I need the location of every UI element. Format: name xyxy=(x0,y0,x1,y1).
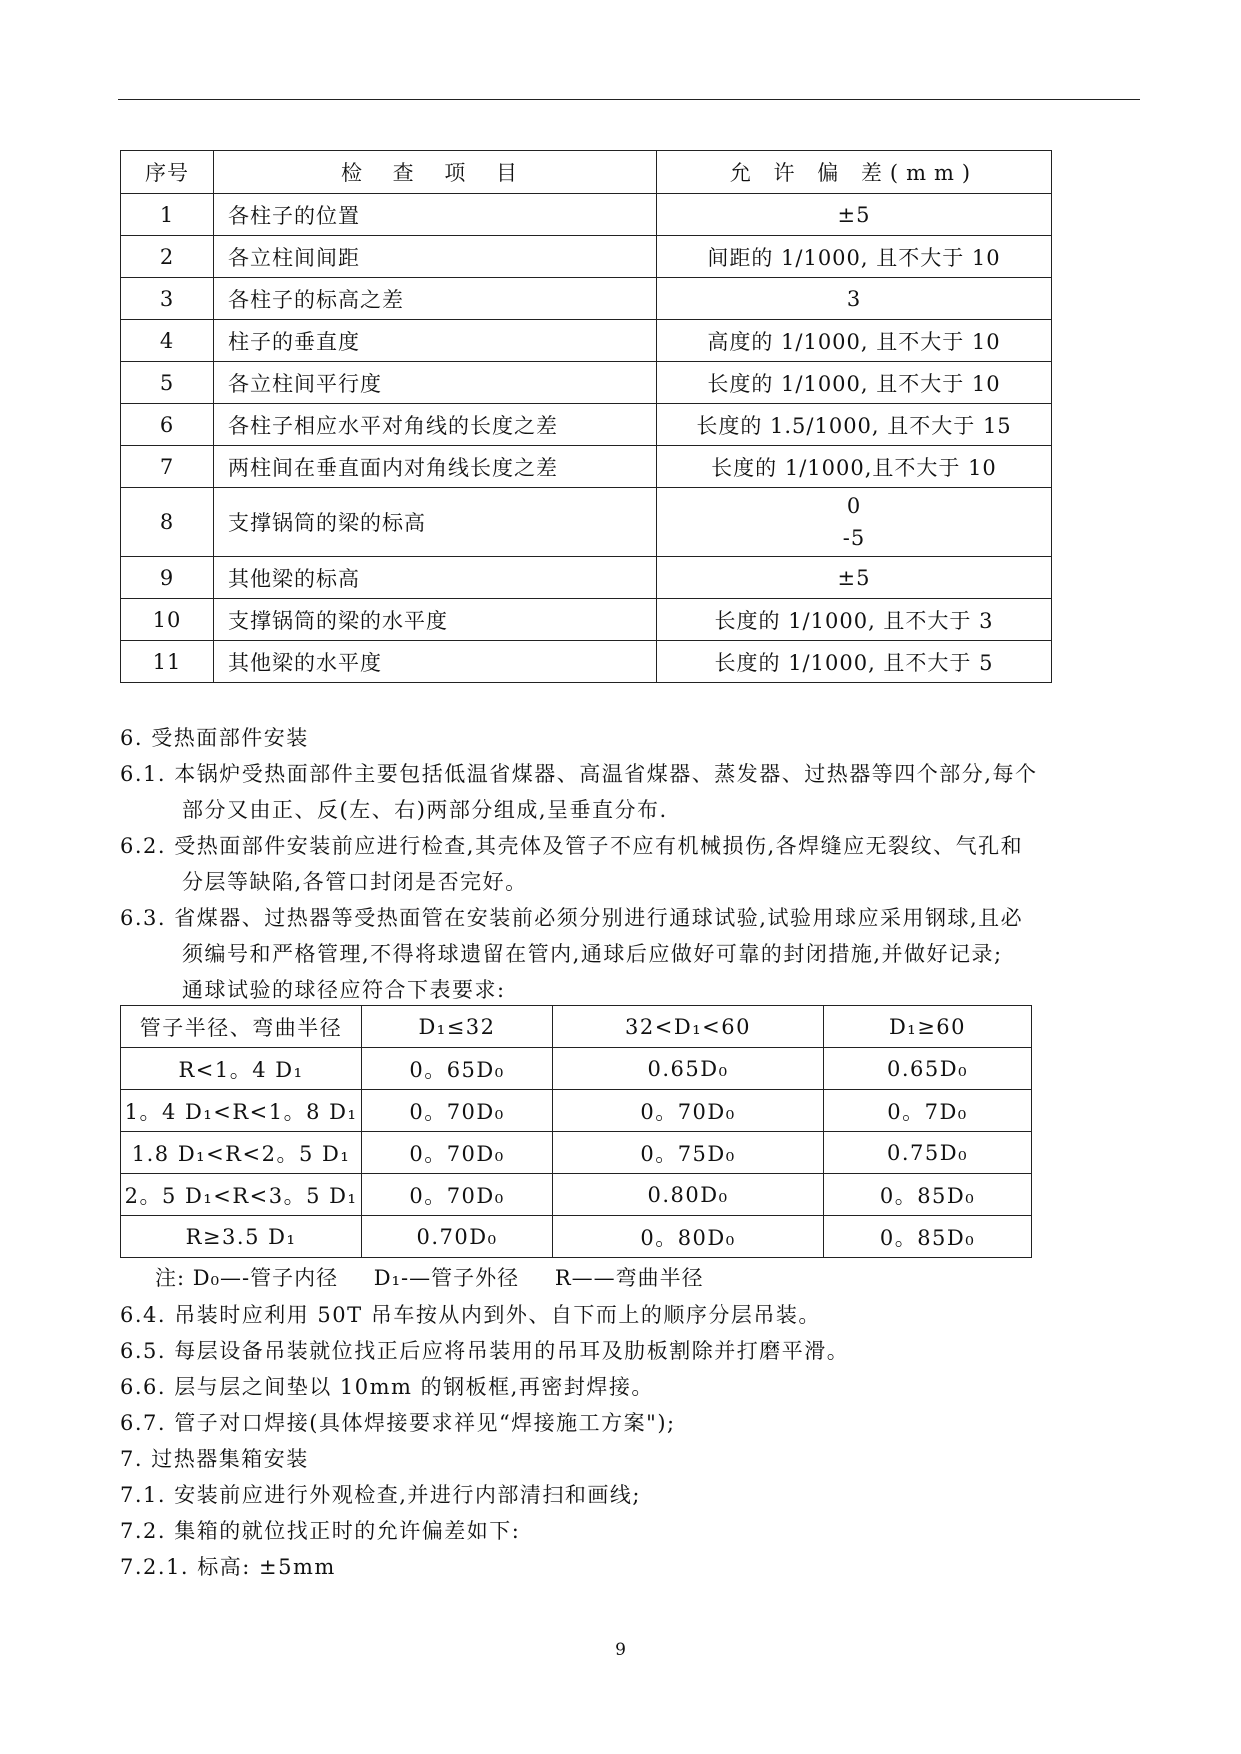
table-cell: 2。5 D₁<R<3。5 D₁ xyxy=(121,1174,362,1216)
row-index: 10 xyxy=(121,599,214,641)
section-7-title: 7. 过热器集箱安装 xyxy=(120,1447,309,1471)
row-item: 各柱子相应水平对角线的长度之差 xyxy=(214,404,657,446)
header-tolerance: 允 许 偏 差(mm) xyxy=(657,151,1052,194)
table-cell: 0。70D₀ xyxy=(362,1174,553,1216)
paragraph-text: 通球试验的球径应符合下表要求: xyxy=(182,978,506,1002)
table-cell: 0。7D₀ xyxy=(824,1090,1032,1132)
row-index: 9 xyxy=(121,557,214,599)
table-header-row xyxy=(121,1006,1032,1048)
table-row xyxy=(121,320,1052,362)
row-tolerance: 3 xyxy=(657,278,1052,320)
table-header-row xyxy=(121,151,1052,194)
note-outer-diameter: D₁-—管子外径 xyxy=(373,1266,520,1290)
table-cell: 0.80D₀ xyxy=(553,1174,824,1216)
note-inner-diameter: 注: D₀—-管子内径 xyxy=(155,1266,339,1290)
row-item: 支撑锅筒的梁的标高 xyxy=(214,488,657,557)
table-cell: 0.65D₀ xyxy=(553,1048,824,1090)
table-cell: 0。70D₀ xyxy=(362,1090,553,1132)
row-tolerance: ±5 xyxy=(657,194,1052,236)
table-row xyxy=(121,404,1052,446)
paragraph-6-3 xyxy=(120,900,1140,1008)
table-row xyxy=(121,194,1052,236)
header-item: 检 查 项 目 xyxy=(214,151,657,194)
paragraph-6-7: 6.7. 管子对口焊接(具体焊接要求祥见“焊接施工方案"); xyxy=(120,1411,676,1435)
row-tolerance: 长度的 1/1000, 且不大于 5 xyxy=(657,641,1052,683)
paragraph-6-5: 6.5. 每层设备吊装就位找正后应将吊装用的吊耳及肋板割除并打磨平滑。 xyxy=(120,1339,850,1363)
table-row xyxy=(121,446,1052,488)
table-cell: 0。80D₀ xyxy=(553,1216,824,1258)
row-index: 11 xyxy=(121,641,214,683)
table-row xyxy=(121,599,1052,641)
table-cell: 0.70D₀ xyxy=(362,1216,553,1258)
table-cell: 1。4 D₁<R<1。8 D₁ xyxy=(121,1090,362,1132)
row-index: 4 xyxy=(121,320,214,362)
ball-diameter-table xyxy=(120,1005,1032,1258)
row-tolerance: 长度的 1/1000,且不大于 10 xyxy=(657,446,1052,488)
table-cell: 0.75D₀ xyxy=(824,1132,1032,1174)
row-index: 6 xyxy=(121,404,214,446)
paragraph-text: 须编号和严格管理,不得将球遗留在管内,通球后应做好可靠的封闭措施,并做好记录; xyxy=(182,942,1003,966)
row-item: 各柱子的标高之差 xyxy=(214,278,657,320)
row-item: 柱子的垂直度 xyxy=(214,320,657,362)
table-cell: 0。70D₀ xyxy=(362,1132,553,1174)
paragraph-7-1: 7.1. 安装前应进行外观检查,并进行内部清扫和画线; xyxy=(120,1483,641,1507)
table-cell: 0。70D₀ xyxy=(553,1090,824,1132)
table-row xyxy=(121,1048,1032,1090)
paragraph-text: 本锅炉受热面部件主要包括低温省煤器、高温省煤器、蒸发器、过热器等四个部分,每个 xyxy=(174,762,1038,786)
table-row xyxy=(121,1132,1032,1174)
row-item: 各柱子的位置 xyxy=(214,194,657,236)
header-d1-le-32: D₁≤32 xyxy=(362,1006,553,1048)
row-item: 其他梁的水平度 xyxy=(214,641,657,683)
row-index: 7 xyxy=(121,446,214,488)
table-cell: 0。85D₀ xyxy=(824,1174,1032,1216)
paragraph-number: 6.1. xyxy=(120,762,167,786)
table-row xyxy=(121,278,1052,320)
row-index: 3 xyxy=(121,278,214,320)
paragraph-7-2-1: 7.2.1. 标高: ±5mm xyxy=(120,1555,336,1579)
tolerance-upper: 0 xyxy=(846,494,862,518)
row-index: 5 xyxy=(121,362,214,404)
paragraph-7-2: 7.2. 集箱的就位找正时的允许偏差如下: xyxy=(120,1519,521,1543)
row-item: 两柱间在垂直面内对角线长度之差 xyxy=(214,446,657,488)
page-number: 9 xyxy=(615,1640,626,1660)
header-d1-between: 32<D₁<60 xyxy=(553,1006,824,1048)
paragraph-6-4: 6.4. 吊装时应利用 50T 吊车按从内到外、自下而上的顺序分层吊装。 xyxy=(120,1303,821,1327)
table-cell: 0。85D₀ xyxy=(824,1216,1032,1258)
row-item: 各立柱间平行度 xyxy=(214,362,657,404)
table-cell: 1.8 D₁<R<2。5 D₁ xyxy=(121,1132,362,1174)
paragraph-6-2 xyxy=(120,828,1140,900)
header-radius: 管子半径、弯曲半径 xyxy=(121,1006,362,1048)
table-row xyxy=(121,1216,1032,1258)
row-tolerance: 长度的 1/1000, 且不大于 3 xyxy=(657,599,1052,641)
row-tolerance: 高度的 1/1000, 且不大于 10 xyxy=(657,320,1052,362)
table-row xyxy=(121,641,1052,683)
paragraph-text: 分层等缺陷,各管口封闭是否完好。 xyxy=(182,870,528,894)
note-bend-radius: R——弯曲半径 xyxy=(554,1266,704,1290)
paragraph-text: 省煤器、过热器等受热面管在安装前必须分别进行通球试验,试验用球应采用钢球,且必 xyxy=(174,906,1024,930)
paragraph-6-6: 6.6. 层与层之间垫以 10mm 的钢板框,再密封焊接。 xyxy=(120,1375,654,1399)
table-row xyxy=(121,1090,1032,1132)
row-item: 其他梁的标高 xyxy=(214,557,657,599)
table-row xyxy=(121,1174,1032,1216)
tolerance-lower: -5 xyxy=(842,526,866,550)
section-6-title: 6. 受热面部件安装 xyxy=(120,726,309,750)
paragraph-text: 部分又由正、反(左、右)两部分组成,呈垂直分布. xyxy=(182,798,668,822)
row-tolerance: 长度的 1/1000, 且不大于 10 xyxy=(657,362,1052,404)
row-tolerance: ±5 xyxy=(657,557,1052,599)
header-index: 序号 xyxy=(121,151,214,194)
row-item: 各立柱间间距 xyxy=(214,236,657,278)
paragraph-6-1 xyxy=(120,756,1140,828)
row-index: 8 xyxy=(121,488,214,557)
table-cell: R≥3.5 D₁ xyxy=(121,1216,362,1258)
table-cell: 0。75D₀ xyxy=(553,1132,824,1174)
row-index: 2 xyxy=(121,236,214,278)
row-tolerance xyxy=(657,488,1052,557)
column-tolerance-table xyxy=(120,150,1052,683)
row-item: 支撑锅筒的梁的水平度 xyxy=(214,599,657,641)
row-tolerance: 间距的 1/1000, 且不大于 10 xyxy=(657,236,1052,278)
table-cell: 0。65D₀ xyxy=(362,1048,553,1090)
table-note xyxy=(155,1262,732,1292)
table-cell: R<1。4 D₁ xyxy=(121,1048,362,1090)
paragraph-number: 6.3. xyxy=(120,906,167,930)
table-row xyxy=(121,362,1052,404)
header-rule xyxy=(118,99,1140,100)
row-index: 1 xyxy=(121,194,214,236)
table-row xyxy=(121,236,1052,278)
paragraph-number: 6.2. xyxy=(120,834,167,858)
table-row xyxy=(121,557,1052,599)
table-cell: 0.65D₀ xyxy=(824,1048,1032,1090)
paragraph-text: 受热面部件安装前应进行检查,其壳体及管子不应有机械损伤,各焊缝应无裂纹、气孔和 xyxy=(174,834,1024,858)
row-tolerance: 长度的 1.5/1000, 且不大于 15 xyxy=(657,404,1052,446)
header-d1-ge-60: D₁≥60 xyxy=(824,1006,1032,1048)
table-row xyxy=(121,488,1052,557)
